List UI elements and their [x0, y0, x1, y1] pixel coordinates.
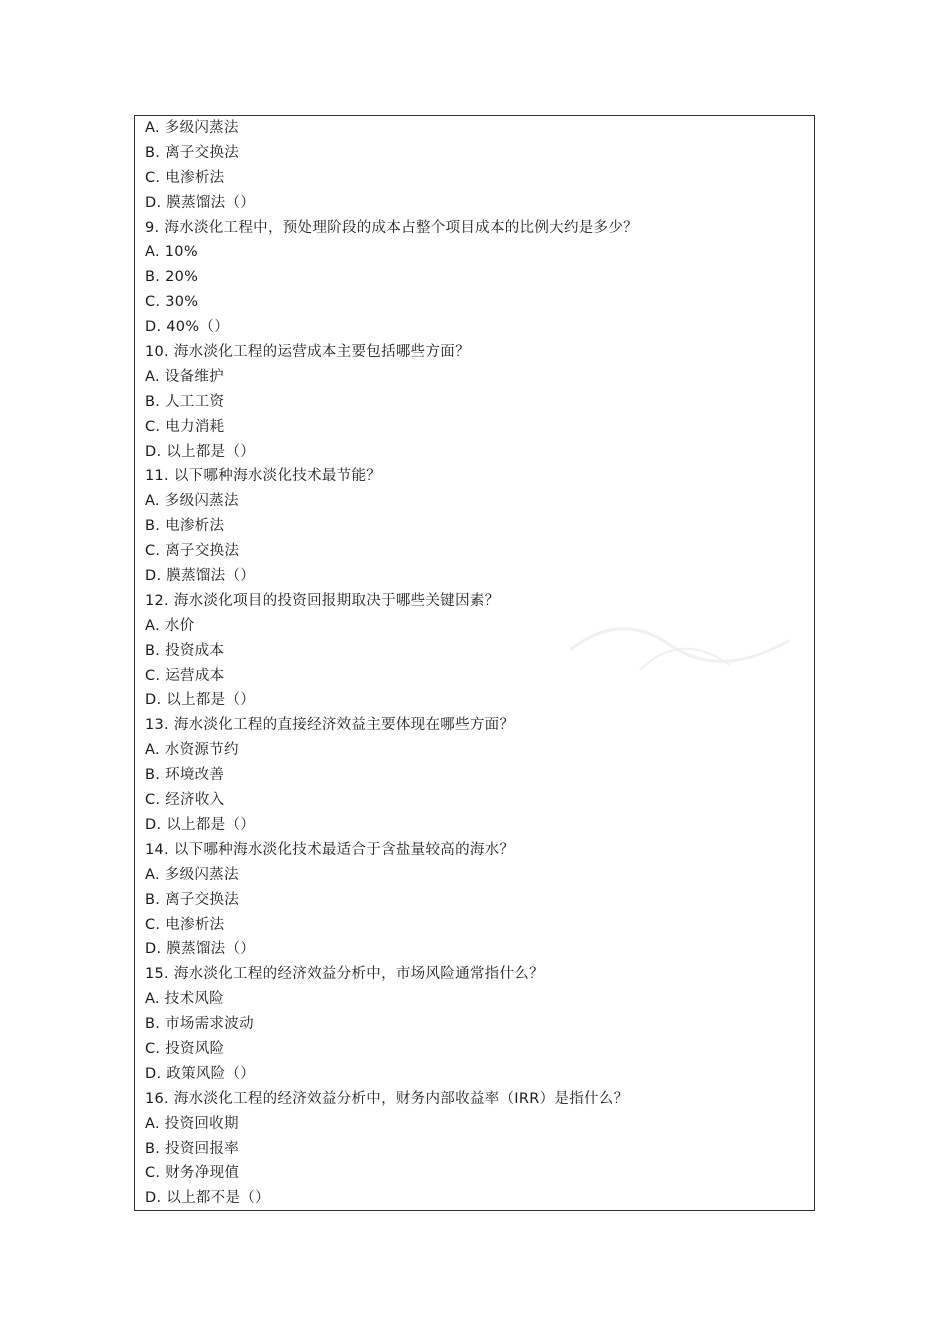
text-line: A. 多级闪蒸法 — [145, 866, 239, 883]
faint-watermark — [560, 590, 800, 700]
text-line: C. 电渗析法 — [145, 169, 225, 186]
text-line: 9. 海水淡化工程中，预处理阶段的成本占整个项目成本的比例大约是多少？ — [145, 219, 638, 236]
text-line: A. 水资源节约 — [145, 742, 239, 759]
text-line: C. 经济收入 — [145, 792, 225, 809]
text-line: B. 市场需求波动 — [145, 1016, 254, 1033]
text-line: D. 政策风险（） — [145, 1065, 256, 1082]
text-line: A. 多级闪蒸法 — [145, 493, 239, 510]
text-line: D. 膜蒸馏法（） — [145, 941, 256, 958]
text-line: 14. 以下哪种海水淡化技术最适合于含盐量较高的海水？ — [145, 841, 515, 858]
text-line: 16. 海水淡化工程的经济效益分析中，财务内部收益率（IRR）是指什么？ — [145, 1090, 629, 1107]
text-line: C. 电渗析法 — [145, 916, 225, 933]
text-line: C. 离子交换法 — [145, 543, 240, 560]
text-line: 11. 以下哪种海水淡化技术最节能？ — [145, 468, 382, 485]
text-line: A. 技术风险 — [145, 991, 224, 1008]
text-line: D. 以上都是（） — [145, 443, 256, 460]
text-line: D. 膜蒸馏法（） — [145, 568, 256, 585]
text-line: A. 多级闪蒸法 — [145, 120, 239, 136]
text-line: B. 离子交换法 — [145, 891, 240, 908]
text-line: B. 20% — [145, 269, 199, 286]
text-line: C. 运营成本 — [145, 667, 225, 684]
text-line: B. 电渗析法 — [145, 518, 225, 535]
text-line: D. 以上都是（） — [145, 692, 256, 709]
text-line: A. 投资回收期 — [145, 1115, 239, 1132]
text-line: D. 以上都是（） — [145, 816, 256, 833]
text-line: C. 投资风险 — [145, 1040, 225, 1057]
text-line: A. 设备维护 — [145, 368, 224, 385]
text-line: D. 膜蒸馏法（） — [145, 194, 256, 211]
text-line: B. 投资成本 — [145, 642, 225, 659]
text-line: B. 环境改善 — [145, 767, 225, 784]
text-line: A. 10% — [145, 244, 198, 261]
text-line: 12. 海水淡化项目的投资回报期取决于哪些关键因素？ — [145, 592, 500, 609]
text-line: C. 电力消耗 — [145, 418, 225, 435]
text-line: A. 水价 — [145, 617, 195, 634]
text-line: C. 财务净现值 — [145, 1165, 240, 1182]
text-line: B. 人工工资 — [145, 393, 225, 410]
text-line: C. 30% — [145, 294, 199, 311]
text-line: 10. 海水淡化工程的运营成本主要包括哪些方面？ — [145, 344, 470, 361]
text-line: D. 以上都不是（） — [145, 1190, 270, 1207]
text-line: 13. 海水淡化工程的直接经济效益主要体现在哪些方面？ — [145, 717, 515, 734]
text-line: B. 投资回报率 — [145, 1140, 240, 1157]
text-line: D. 40%（） — [145, 319, 230, 336]
text-line: B. 离子交换法 — [145, 144, 240, 161]
text-line: 15. 海水淡化工程的经济效益分析中，市场风险通常指什么？ — [145, 966, 544, 983]
